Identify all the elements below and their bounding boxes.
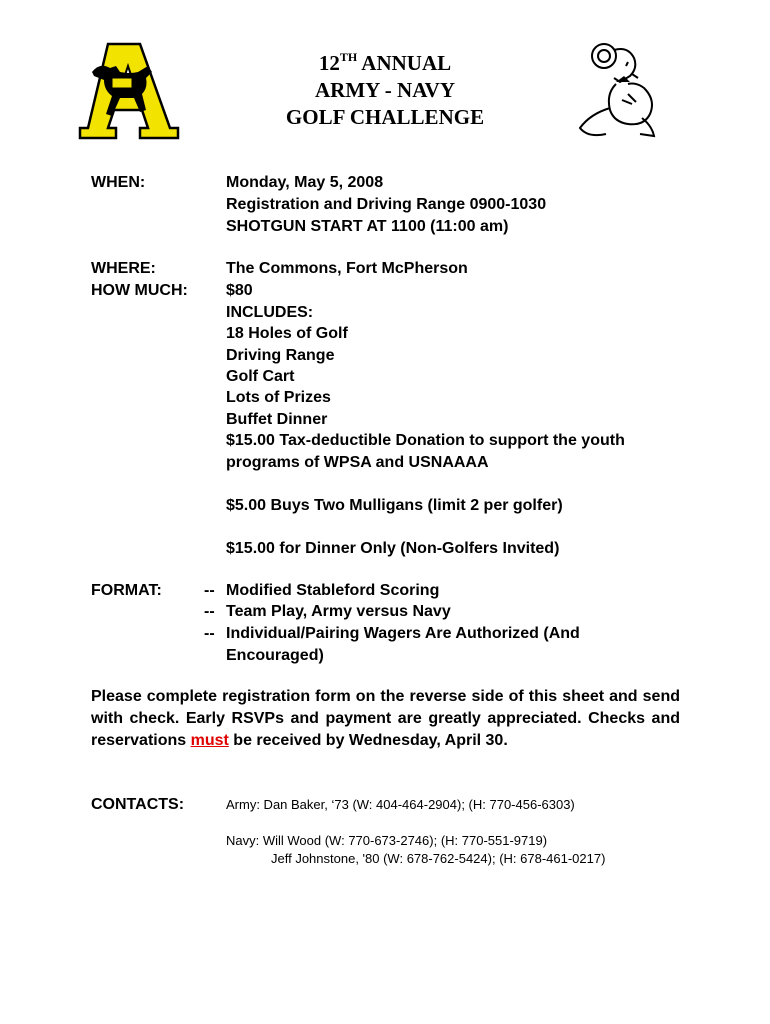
include-item: Buffet Dinner [226,411,328,428]
when-label: WHEN: [91,174,146,191]
where-value: The Commons, Fort McPherson [226,260,468,277]
dinner-only-price: $15.00 for Dinner Only (Non-Golfers Invited) [226,540,560,557]
include-item: Driving Range [226,347,335,364]
when-date: Monday, May 5, 2008 [226,174,384,191]
format-item: Individual/Pairing Wagers Are Authorized (And [226,625,580,642]
event-title [230,44,540,131]
format-item: Modified Stableford Scoring [226,582,440,599]
navy-goat-mascot-logo [570,38,668,142]
include-item: Golf Cart [226,368,295,385]
when-shotgun-start: SHOTGUN START AT 1100 (11:00 am) [226,218,509,235]
registration-instructions: Please complete registration form on the reverse side of this sheet and send with check. Early RSVPs and payment are greatly appreciated. Checks and reservations must be received by Wednesday, April 30. [91,688,680,749]
format-dash: -- [204,603,215,620]
format-dash: -- [204,582,215,599]
how-much-label: HOW MUCH: [91,282,188,299]
format-item: Team Play, Army versus Navy [226,603,451,620]
include-item: $15.00 Tax-deductible Donation to support the youth [226,432,625,449]
mulligans-offer: $5.00 Buys Two Mulligans (limit 2 per golfer) [226,497,563,514]
title-line-2: ARMY - NAVY [315,78,455,102]
navy-contact-2: Jeff Johnstone, '80 (W: 678-762-5424); (H: 678-461-0217) [271,851,606,866]
include-item: programs of WPSA and USNAAAA [226,454,489,471]
price: $80 [226,282,253,299]
contacts-label: CONTACTS: [91,796,185,813]
when-registration: Registration and Driving Range 0900-1030 [226,196,547,213]
title-line-3: GOLF CHALLENGE [285,105,485,129]
include-item: Lots of Prizes [226,389,331,406]
army-contact: Army: Dan Baker, ‘73 (W: 404-464-2904); (H: 770-456-6303) [226,797,575,812]
includes-label: INCLUDES: [226,304,314,321]
must-emphasis: must [190,732,229,749]
format-label: FORMAT: [91,582,162,599]
army-a-mule-logo [78,42,180,140]
format-item: Encouraged) [226,647,324,664]
navy-contact: Navy: Will Wood (W: 770-673-2746); (H: 770-551-9719) [226,833,548,848]
include-item: 18 Holes of Golf [226,325,348,342]
format-dash: -- [204,625,215,642]
where-label: WHERE: [91,260,156,277]
title-line-1: 12TH ANNUAL [318,50,452,75]
